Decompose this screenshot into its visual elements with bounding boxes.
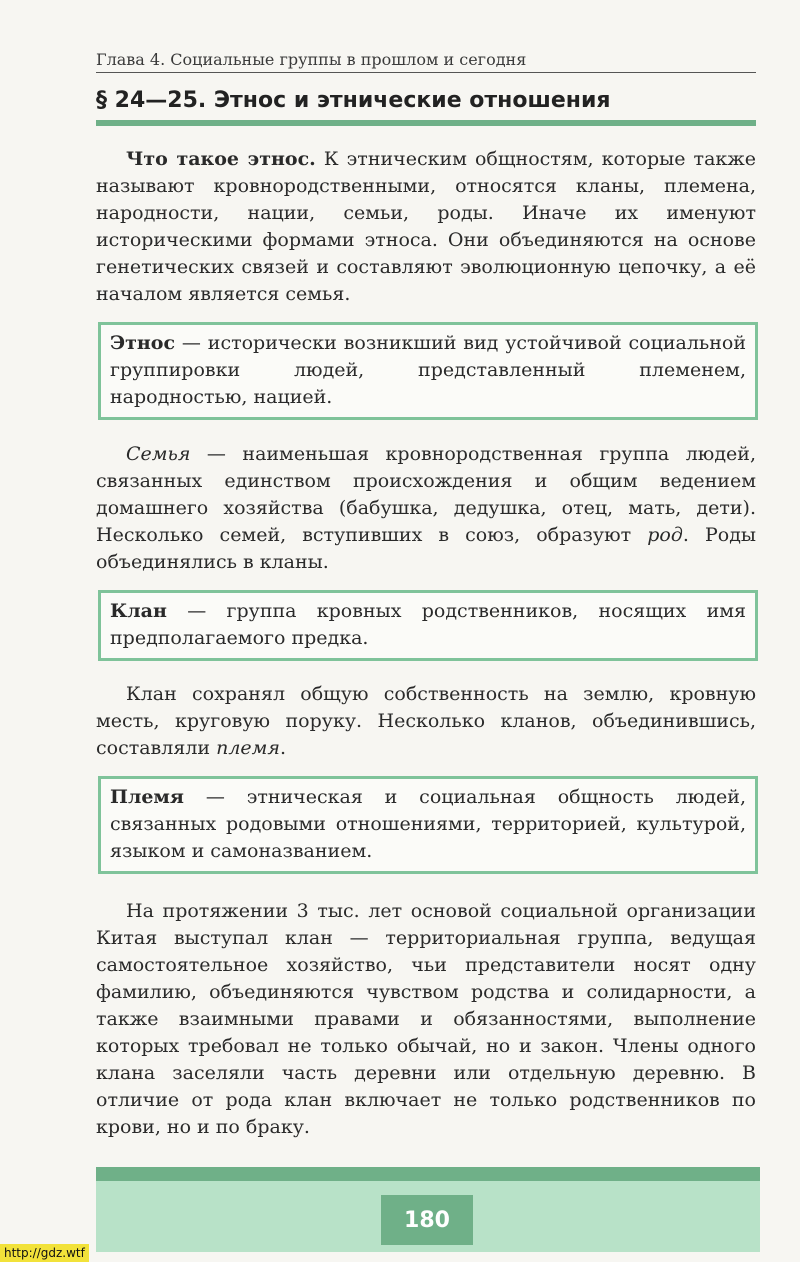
- paragraph-intro: [96, 146, 756, 308]
- definition-text: — группа кровных родственников, носящих имя предполагаемого предка.: [110, 600, 746, 649]
- paragraph-text: К этническим общностям, которые также называют кровнородственными, относятся кланы, племена, народности, нации, семьи, роды. Иначе их именуют историческими формами этноса. Они объединяются на основе генетических связей и составляют эволюционную цепочку, а её началом является семья.: [96, 148, 756, 305]
- paragraph-china: [96, 898, 756, 1141]
- paragraph-text: Клан сохранял общую собственность на землю, кровную месть, круговую поруку. Несколько кланов, объединившись, составляли: [96, 683, 756, 759]
- footer-stripe: [96, 1167, 760, 1181]
- term-family: Семья: [126, 443, 191, 465]
- running-head: Глава 4. Социальные группы в прошлом и сегодня: [96, 50, 756, 73]
- watermark-link[interactable]: http://gdz.wtf: [0, 1244, 89, 1262]
- paragraph-clan: [96, 681, 756, 762]
- definition-box-ethnos: [98, 322, 758, 420]
- paragraph-lead: Что такое этнос.: [126, 148, 316, 170]
- paragraph-text: .: [280, 737, 287, 759]
- definition-term: Этнос: [110, 332, 176, 354]
- paragraph-family: [96, 441, 756, 576]
- definition-term: Племя: [110, 786, 184, 808]
- page-number: 180: [381, 1195, 473, 1245]
- term-tribe: племя: [216, 737, 281, 759]
- definition-box-clan: [98, 590, 758, 661]
- paragraph-text: . Роды объединялись в кланы.: [96, 524, 757, 573]
- title-rule: [96, 120, 756, 126]
- section-title: § 24—25. Этнос и этнические отношения: [96, 88, 611, 113]
- paragraph-text: На протяжении 3 тыс. лет основой социальной организации Китая выступал клан — территориальная группа, ведущая самостоятельное хозяйство, чьи представители носят одну фамилию, объединяются чувством родства и солидарности, а также взаимными правами и обязанностями, выполнение которых требовал не только обычай, но и закон. Члены одного клана заселяли часть деревни или отдельную деревню. В отличие от рода клан включает не только родственников по крови, но и по браку.: [96, 900, 756, 1138]
- paragraph-text: — наименьшая кровнородственная группа людей, связанных единством происхождения и общим ведением домашнего хозяйства (бабушка, дедушка, отец, мать, дети). Несколько семей, вступивших в союз, образуют: [96, 443, 756, 546]
- term-rod: род: [647, 524, 683, 546]
- definition-term: Клан: [110, 600, 167, 622]
- definition-text: — исторически возникший вид устойчивой социальной группировки людей, представленный племенем, народностью, нацией.: [110, 332, 746, 408]
- definition-text: — этническая и социальная общность людей, связанных родовыми отношениями, территорией, культурой, языком и самоназванием.: [110, 786, 746, 862]
- definition-box-tribe: [98, 776, 758, 874]
